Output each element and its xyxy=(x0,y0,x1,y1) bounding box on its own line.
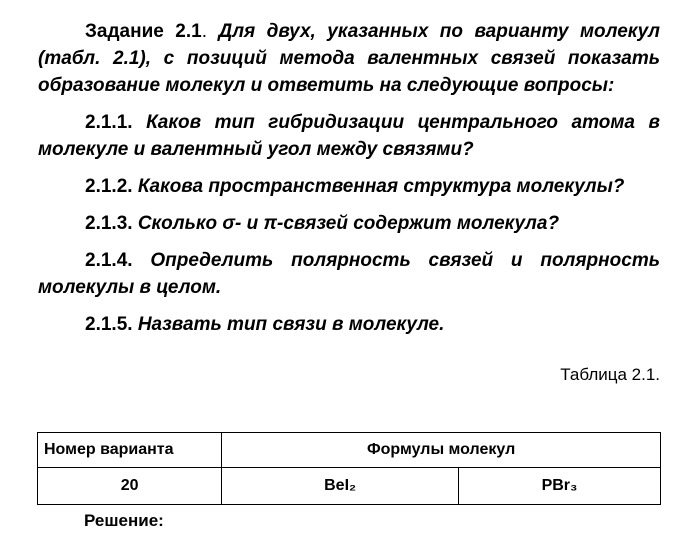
table-caption: Таблица 2.1. xyxy=(560,365,660,384)
question-text: Каков тип гибридизации центрального атома в молекуле и валентный угол между связями? xyxy=(38,112,660,160)
task-label: Задание 2.1 xyxy=(85,21,202,42)
cell-formula-2: PBr₃ xyxy=(458,468,660,505)
header-variant-number: Номер варианта xyxy=(38,433,222,468)
question-number: 2.1.5. xyxy=(85,314,133,335)
cell-formula-1: BeI₂ xyxy=(222,468,459,505)
task-paragraph xyxy=(38,18,660,99)
solution-label: Решение: xyxy=(84,511,164,530)
document-body xyxy=(38,18,660,348)
question-1 xyxy=(38,109,660,163)
question-text: Назвать тип связи в молекуле. xyxy=(132,314,445,335)
question-text: Определить полярность связей и полярность молекулы в целом. xyxy=(38,250,660,298)
question-4 xyxy=(38,247,660,301)
question-3 xyxy=(38,210,660,237)
question-2 xyxy=(38,173,660,200)
cell-variant: 20 xyxy=(38,468,222,505)
question-number: 2.1.4. xyxy=(85,250,133,271)
question-text: Сколько σ- и π-связей содержит молекула? xyxy=(132,213,560,234)
header-molecule-formulas: Формулы молекул xyxy=(222,433,661,468)
question-number: 2.1.2. xyxy=(85,176,133,197)
table-row xyxy=(38,468,661,505)
task-text: Для двух, указанных по варианту молекул (табл. 2.1), с позиций метода валентных связей показать образование молекул и ответить на следующие вопросы: xyxy=(38,21,661,96)
question-5 xyxy=(38,311,660,338)
variants-table xyxy=(37,432,661,505)
question-text: Какова пространственная структура молекулы? xyxy=(132,176,625,197)
task-separator: . xyxy=(201,21,207,42)
question-number: 2.1.1. xyxy=(85,112,133,133)
table-header-row xyxy=(38,433,661,468)
question-number: 2.1.3. xyxy=(85,213,133,234)
